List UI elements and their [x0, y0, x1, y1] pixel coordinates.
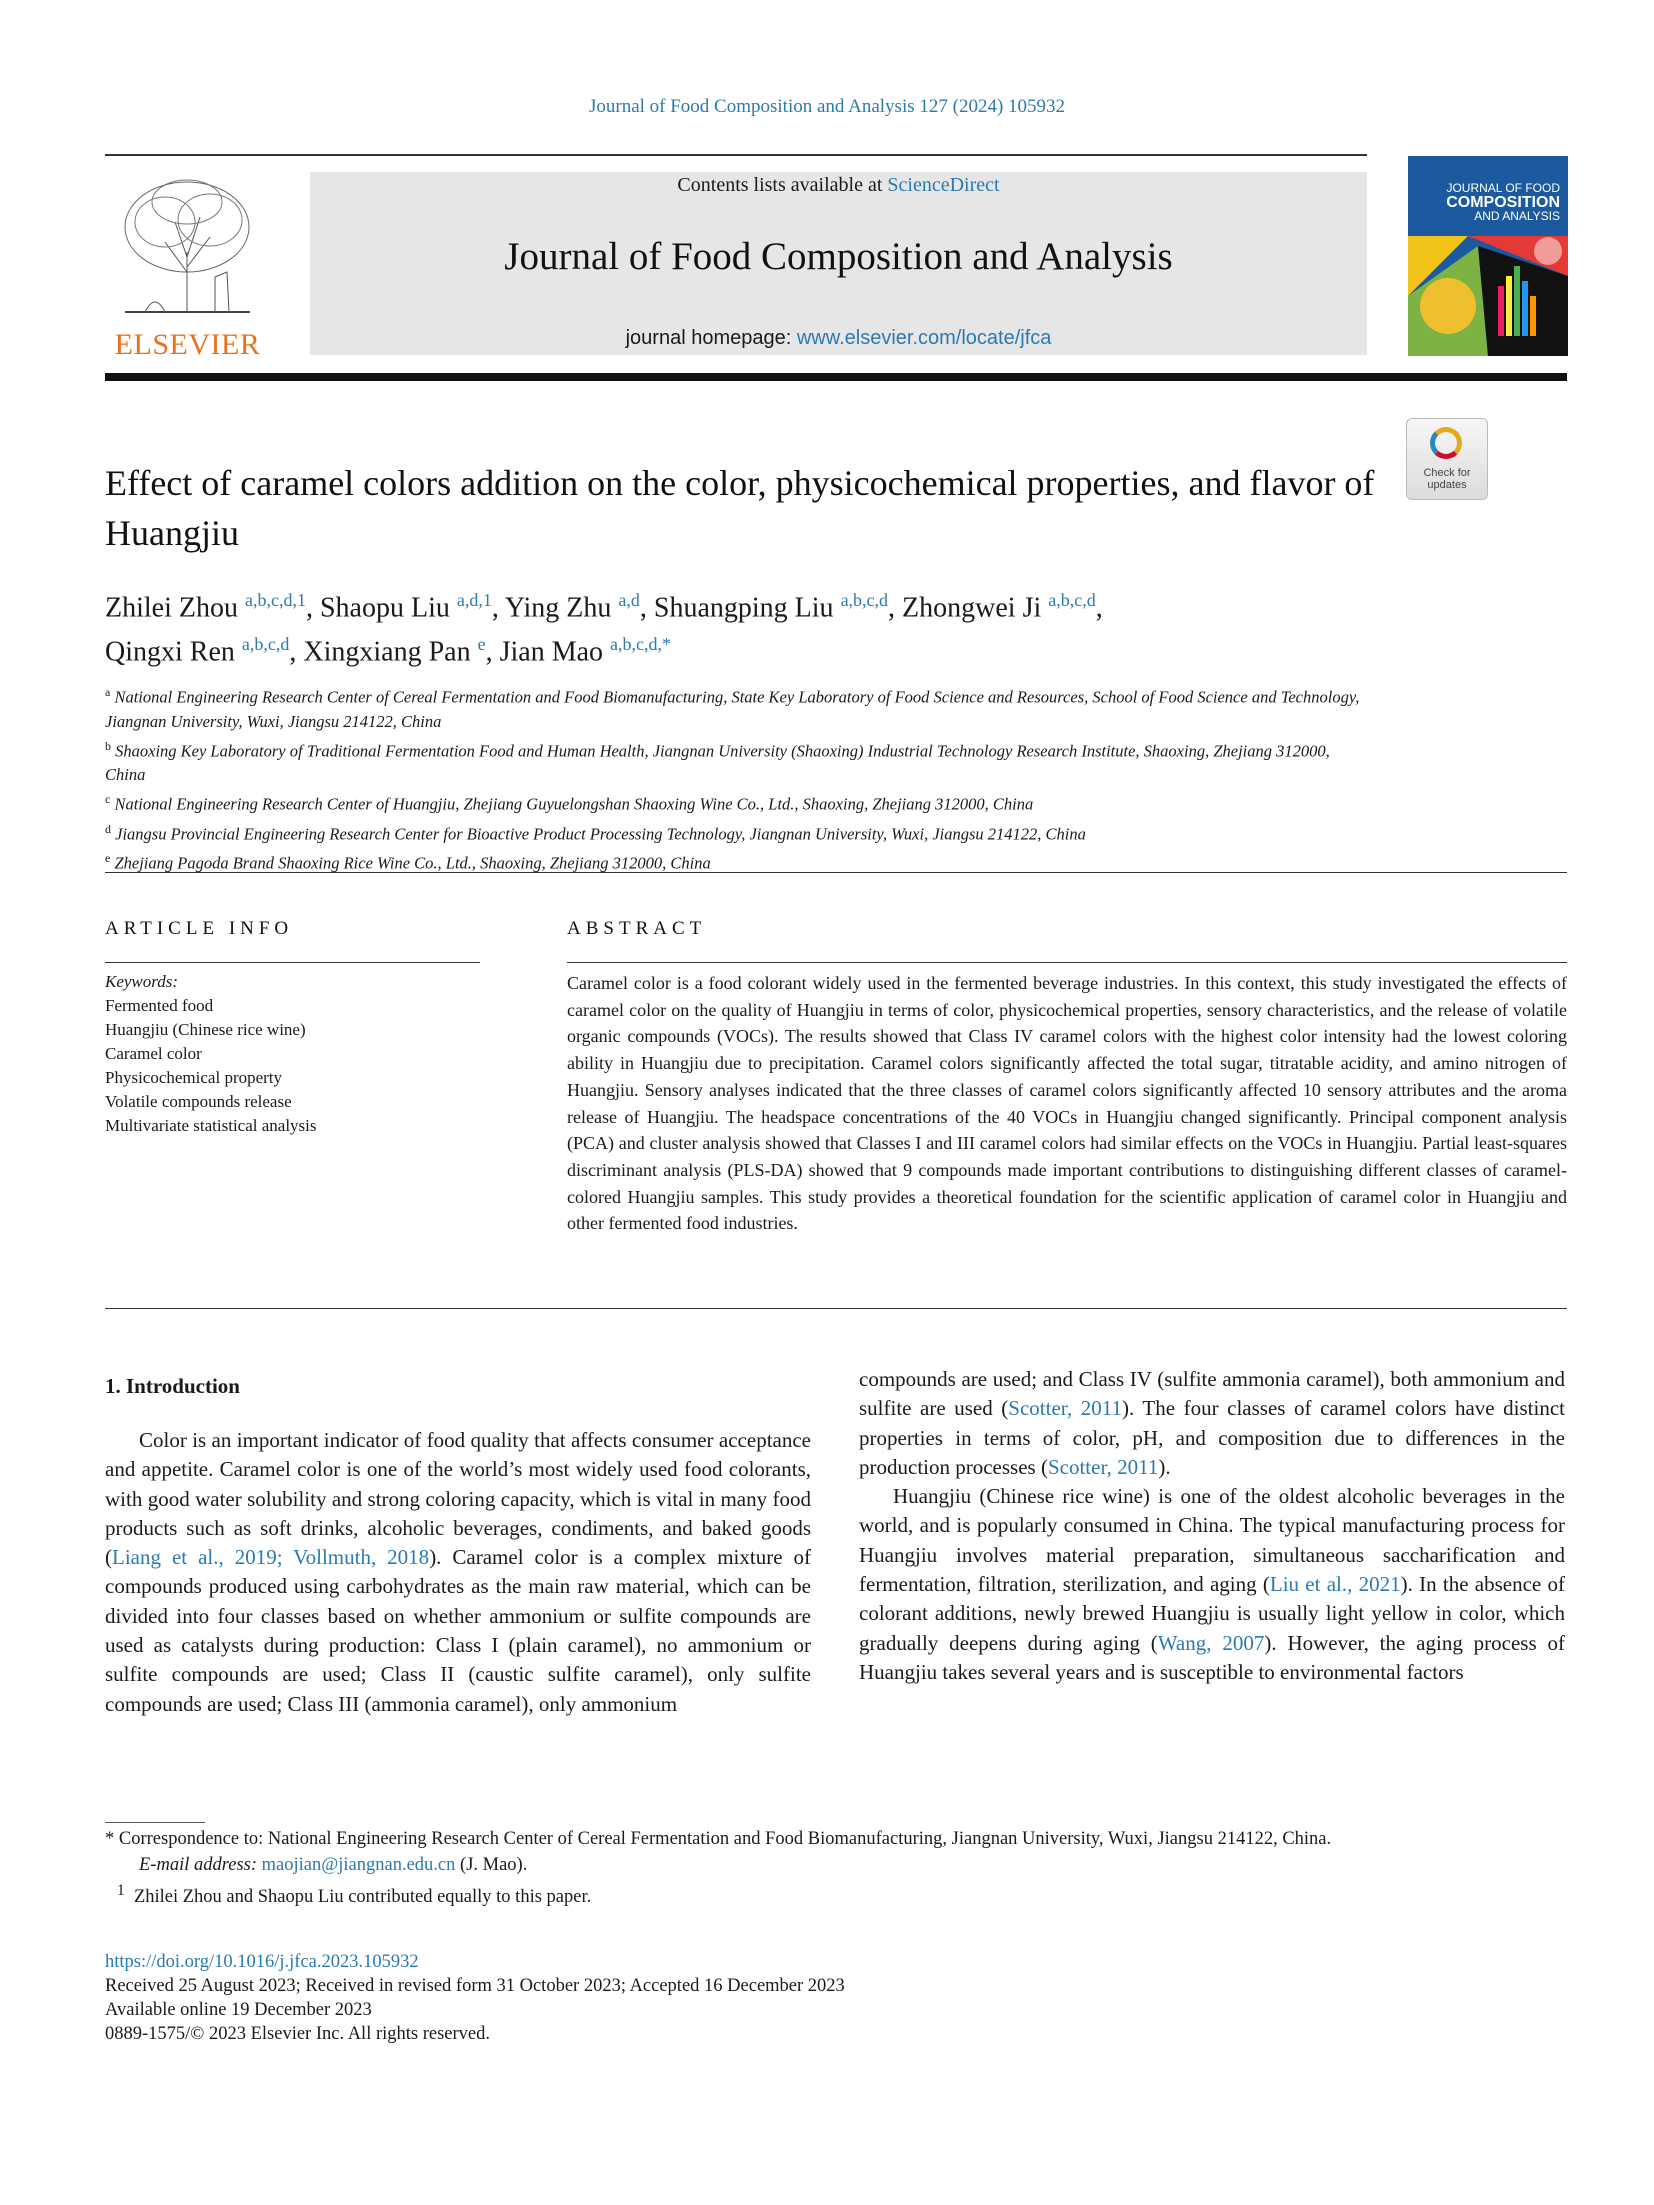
- affiliation-text: Shaoxing Key Laboratory of Traditional Fermentation Food and Human Health, Jiangnan University (Shaoxing) Industrial Technology Research Institute, Shaoxing, Zhejiang 312000, China: [105, 741, 1330, 784]
- intro-paragraph-2: [859, 1482, 1565, 1687]
- keyword-item: Fermented food: [105, 996, 214, 1015]
- cover-line-3: AND ANALYSIS: [1474, 209, 1560, 223]
- abstract-rule: [567, 962, 1567, 963]
- paragraph-text: ). In the absence of colorant additions, newly brewed Huangjiu is usually light yellow in color, which gradually deepens during aging (: [859, 1572, 1565, 1655]
- homepage-link[interactable]: www.elsevier.com/locate/jfca: [796, 327, 1052, 349]
- affiliation-text: National Engineering Research Center of Huangjiu, Zhejiang Guyuelongshan Shaoxing Wine Co., Ltd., Shaoxing, Zhejiang 312000, China: [114, 794, 1034, 814]
- keyword-item: Multivariate statistical analysis: [105, 1116, 317, 1135]
- correspondence-footnote: * Correspondence to: National Engineering Research Center of Cereal Fermentation and Food Biomanufacturing, Jiangnan University, Wuxi, Jiangsu 214122, China.: [105, 1829, 1332, 1849]
- paragraph-text: ). Caramel color is a complex mixture of compounds produced using carbohydrates as the main raw material, which can be divided into four classes based on whether ammonium or sulfite compounds are used as catalysts during production: Class I (plain caramel), no ammonium or sulfite compounds are used; Class II (caustic sulfite caramel), only sulfite compounds are used; Class III (ammonia caramel), only ammonium: [105, 1545, 811, 1716]
- author-name[interactable]: Shuangping Liu: [653, 592, 834, 624]
- copyright: 0889-1575/© 2023 Elsevier Inc. All rights reserved.: [105, 2024, 491, 2044]
- sciencedirect-link[interactable]: ScienceDirect: [887, 174, 1000, 196]
- journal-banner: [310, 172, 1367, 355]
- author-separator: ,: [491, 592, 505, 624]
- check-updates-label: Check for updates: [1423, 467, 1471, 491]
- homepage-line: [310, 327, 1367, 350]
- citation-link-liang-vollmuth[interactable]: Liang et al., 2019; Vollmuth, 2018: [112, 1545, 430, 1570]
- contents-line: [310, 174, 1367, 197]
- affiliation-rule: [105, 872, 1567, 873]
- footnotes: [105, 1826, 1567, 1910]
- keywords-label: Keywords:: [105, 972, 179, 991]
- affiliation-item: [105, 734, 1370, 788]
- author-separator: ,: [289, 636, 304, 668]
- journal-title: Journal of Food Composition and Analysis: [504, 235, 1173, 278]
- journal-citation[interactable]: Journal of Food Composition and Analysis 127 (2024) 105932: [588, 96, 1066, 117]
- equal-contribution-footnote: [105, 1878, 1567, 1910]
- keyword-item: Physicochemical property: [105, 1068, 283, 1087]
- affiliation-list: [105, 680, 1370, 876]
- article-info-heading: ARTICLE INFO: [105, 918, 294, 939]
- intro-paragraph-1-continued: [859, 1365, 1565, 1482]
- author-affiliation-marks[interactable]: a,b,c,d: [840, 590, 889, 610]
- equal-contribution-text: Zhilei Zhou and Shaopu Liu contributed equally to this paper.: [133, 1887, 592, 1908]
- author-name[interactable]: Shaopu Liu: [319, 592, 450, 624]
- author-separator: ,: [639, 592, 654, 624]
- available-online: Available online 19 December 2023: [105, 2000, 372, 2020]
- author-separator: ,: [1095, 592, 1103, 624]
- email-link[interactable]: maojian@jiangnan.edu.cn: [261, 1855, 456, 1875]
- email-label: E-mail address:: [139, 1855, 262, 1875]
- affiliation-key: c: [105, 792, 111, 806]
- elsevier-wordmark: ELSEVIER: [114, 328, 261, 361]
- author-name[interactable]: Ying Zhu: [504, 592, 612, 624]
- keyword-item: Volatile compounds release: [105, 1092, 292, 1111]
- paragraph-text: compounds are used; and Class IV (sulfite ammonia caramel), both ammonium and sulfite are used (: [859, 1367, 1565, 1421]
- paragraph-text: ). The four classes of caramel colors have distinct properties in terms of color, pH, and composition due to differences in the production processes (: [859, 1396, 1565, 1479]
- citation-link-scotter[interactable]: Scotter, 2011: [1008, 1396, 1122, 1421]
- keyword-item: Caramel color: [105, 1044, 202, 1063]
- affiliation-key: e: [105, 851, 111, 865]
- author-affiliation-marks[interactable]: a,b,c,d: [1048, 590, 1096, 610]
- affiliation-text: National Engineering Research Center of Cereal Fermentation and Food Biomanufacturing, State Key Laboratory of Food Science and Resources, School of Food Science and Technology, Jiangnan University, Wuxi, Jiangsu 214122, China: [105, 687, 1360, 731]
- article-title: Effect of caramel colors addition on the color, physicochemical properties, and flavor of Huangjiu: [105, 463, 1375, 553]
- citation-link-wang[interactable]: Wang, 2007: [1157, 1630, 1265, 1655]
- email-footnote: [105, 1852, 1567, 1878]
- paragraph-text: Huangjiu (Chinese rice wine) is one of the oldest alcoholic beverages in the world, and is popularly consumed in China. The typical manufacturing process for Huangjiu involves material preparation, simultaneous saccharification and fermentation, filtration, sterilization, and aging (: [859, 1484, 1565, 1597]
- doi-link[interactable]: https://doi.org/10.1016/j.jfca.2023.105932: [105, 1952, 419, 1972]
- article-info-rule: [105, 962, 480, 963]
- updates-badge-icon: [1430, 427, 1462, 459]
- body-column-right: [859, 1365, 1565, 1687]
- affiliation-item: [105, 787, 1370, 817]
- intro-paragraph-1: [105, 1426, 811, 1719]
- author-list: [105, 582, 1395, 671]
- publication-info: [105, 1950, 1105, 2046]
- author-separator: ,: [888, 592, 903, 624]
- introduction-heading: 1. Introduction: [105, 1374, 240, 1398]
- affiliation-key: d: [105, 821, 111, 836]
- author-separator: ,: [305, 592, 320, 624]
- abstract-text: Caramel color is a food colorant widely used in the fermented beverage industries. In this context, this study investigated the effects of caramel color on the quality of Huangjiu in terms of color, physicochemical properties, sensory characteristics, and the release of volatile organic compounds (VOCs). The results showed that Class IV caramel colors with the highest color intensity had the lowest coloring ability in Huangjiu due to precipitation. Caramel colors significantly affected the total sugar, titratable acidity, and amino nitrogen of Huangjiu. Sensory analyses indicated that the three classes of caramel colors significantly affected 10 sensory attributes and the aroma release of Huangjiu. The headspace concentrations of the 40 VOCs in Huangjiu changed significantly. Principal component analysis (PCA) and cluster analysis showed that Classes I and III caramel colors had similar effects on the VOCs in Huangjiu. Partial least-squares discriminant analysis (PLS-DA) showed that 9 compounds made important contributions to distinguishing different classes of caramel-colored Huangjiu samples. This study provides a theoretical foundation for the scientific application of caramel color in Huangjiu and other fermented food industries.: [567, 973, 1567, 1234]
- affiliation-item: [105, 817, 1370, 847]
- abstract-end-rule: [105, 1308, 1567, 1309]
- author-affiliation-marks[interactable]: a,d,1: [456, 590, 492, 610]
- affiliation-text: Jiangsu Provincial Engineering Research Center for Bioactive Product Processing Technology, Jiangnan University, Wuxi, Jiangsu 214122, China: [115, 824, 1086, 843]
- check-for-updates-button[interactable]: [1406, 418, 1488, 500]
- citation-link-liu[interactable]: Liu et al., 2021: [1269, 1572, 1401, 1597]
- contents-prefix: Contents lists available at: [677, 174, 888, 196]
- affiliation-key: a: [105, 685, 111, 699]
- body-column-left: [105, 1426, 811, 1719]
- footnote-rule: [105, 1822, 205, 1823]
- author-name[interactable]: Zhilei Zhou: [105, 592, 238, 624]
- citation-link-scotter-2[interactable]: Scotter, 2011: [1047, 1454, 1159, 1479]
- keywords-list: [105, 994, 485, 1138]
- author-affiliation-marks[interactable]: a,b,c,d,1: [244, 590, 306, 610]
- elsevier-logo[interactable]: [105, 172, 270, 362]
- cover-line-2: COMPOSITION: [1446, 194, 1560, 211]
- affiliation-item: [105, 680, 1370, 734]
- author-affiliation-marks[interactable]: a,d: [618, 590, 640, 610]
- author-name[interactable]: Jian Mao: [499, 636, 604, 668]
- paragraph-text: ). However, the aging process of Huangjiu takes several years and is susceptible to environmental factors: [859, 1630, 1565, 1684]
- affiliation-key: b: [105, 738, 111, 753]
- journal-cover[interactable]: [1408, 156, 1568, 356]
- author-name[interactable]: Zhongwei Ji: [902, 592, 1042, 624]
- cover-line-1: JOURNAL OF FOOD: [1446, 181, 1560, 195]
- author-affiliation-marks[interactable]: a,b,c,d,*: [610, 634, 672, 655]
- cover-title: [1420, 182, 1560, 223]
- author-separator: ,: [485, 636, 500, 668]
- abstract-heading: ABSTRACT: [567, 918, 707, 939]
- header-thick-rule: [105, 373, 1567, 381]
- author-affiliation-marks[interactable]: e: [477, 634, 486, 655]
- tree-icon: [105, 172, 270, 322]
- affiliation-text: Zhejiang Pagoda Brand Shaoxing Rice Wine Co., Ltd., Shaoxing, Zhejiang 312000, China: [114, 853, 711, 873]
- paragraph-text: Color is an important indicator of food quality that affects consumer acceptance and appetite. Caramel color is one of the world’s most widely used food colorants, with good water solubility and strong coloring capacity, which is vital in many food products such as soft drinks, alcoholic beverages, condiments, and baked goods (: [105, 1428, 811, 1570]
- homepage-prefix: journal homepage:: [625, 327, 797, 349]
- footnote-mark: 1: [117, 1882, 125, 1899]
- author-name[interactable]: Xingxiang Pan: [303, 636, 471, 668]
- email-suffix: (J. Mao).: [455, 1855, 528, 1875]
- author-name[interactable]: Qingxi Ren: [105, 636, 235, 668]
- author-affiliation-marks[interactable]: a,b,c,d: [241, 634, 290, 655]
- keywords-block: [105, 970, 485, 1138]
- received-dates: Received 25 August 2023; Received in revised form 31 October 2023; Accepted 16 December 2023: [105, 1976, 845, 1996]
- keyword-item: Huangjiu (Chinese rice wine): [105, 1020, 306, 1039]
- top-rule: [105, 154, 1367, 156]
- paragraph-text: ).: [1158, 1454, 1171, 1479]
